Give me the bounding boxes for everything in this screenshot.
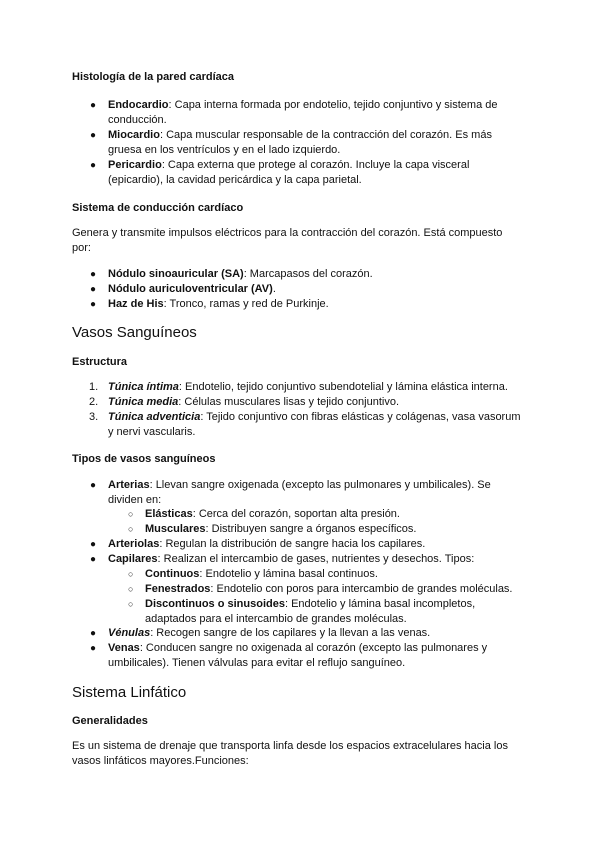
heading-generalidades: Generalidades bbox=[72, 715, 148, 727]
list-item-arteriolas: Arteriolas: Regulan la distribución de sangre hacia los capilares. bbox=[108, 538, 426, 550]
list-item-haz-his: Haz de His: Tronco, ramas y red de Purkinje. bbox=[108, 298, 329, 310]
paragraph-conduccion-intro: Genera y transmite impulsos eléctricos para la contracción del corazón. Está compuesto por: bbox=[72, 227, 503, 254]
heading-conduccion: Sistema de conducción cardíaco bbox=[72, 202, 244, 214]
list-item-tunica-adventicia: Túnica adventicia: Tejido conjuntivo con fibras elásticas y colágenas, vasa vasorum y nervi vascularis. bbox=[108, 411, 521, 438]
list-number: 3. bbox=[89, 411, 99, 423]
sub-bullet: ○ bbox=[128, 569, 134, 579]
list-item-continuos: Continuos: Endotelio y lámina basal continuos. bbox=[145, 568, 378, 580]
bullet: ● bbox=[90, 160, 97, 171]
sub-bullet: ○ bbox=[128, 584, 134, 594]
bullet: ● bbox=[90, 643, 97, 654]
list-item-miocardio: Miocardio: Capa muscular responsable de la contracción del corazón. Es más gruesa en los ventrículos y en el lado izquierdo. bbox=[108, 129, 492, 156]
list-item-nodulo-av: Nódulo auriculoventricular (AV). bbox=[108, 283, 276, 295]
list-item-arterias: Arterias: Llevan sangre oxigenada (excepto las pulmonares y umbilicales). Se dividen en: bbox=[108, 479, 491, 506]
list-number: 2. bbox=[89, 396, 99, 408]
list-item-musculares: Musculares: Distribuyen sangre a órganos específicos. bbox=[145, 523, 417, 535]
sub-bullet: ○ bbox=[128, 524, 134, 534]
bullet: ● bbox=[90, 100, 97, 111]
title-vasos-sanguineos: Vasos Sanguíneos bbox=[72, 324, 197, 341]
bullet: ● bbox=[90, 628, 97, 639]
list-number: 1. bbox=[89, 381, 99, 393]
list-item-elasticas: Elásticas: Cerca del corazón, soportan alta presión. bbox=[145, 508, 400, 520]
title-sistema-linfatico: Sistema Linfático bbox=[72, 684, 187, 701]
bullet: ● bbox=[90, 480, 97, 491]
list-item-nodulo-sa: Nódulo sinoauricular (SA): Marcapasos del corazón. bbox=[108, 268, 373, 280]
list-item-discontinuos: Discontinuos o sinusoides: Endotelio y lámina basal incompletos, adaptados para el intercambio de grandes moléculas. bbox=[145, 598, 476, 625]
list-item-pericardio: Pericardio: Capa externa que protege al corazón. Incluye la capa visceral (epicardio), la cavidad pericárdica y la capa parietal. bbox=[108, 159, 470, 186]
list-item-endocardio: Endocardio: Capa interna formada por endotelio, tejido conjuntivo y sistema de conducción. bbox=[108, 99, 498, 126]
heading-estructura: Estructura bbox=[72, 356, 128, 368]
list-item-venas: Venas: Conducen sangre no oxigenada al corazón (excepto las pulmonares y umbilicales). Tienen válvulas para evitar el reflujo sanguíneo. bbox=[108, 642, 488, 669]
list-item-fenestrados: Fenestrados: Endotelio con poros para intercambio de grandes moléculas. bbox=[145, 583, 513, 595]
bullet: ● bbox=[90, 539, 97, 550]
bullet: ● bbox=[90, 299, 97, 310]
bullet: ● bbox=[90, 284, 97, 295]
sub-bullet: ○ bbox=[128, 509, 134, 519]
list-item-venulas: Vénulas: Recogen sangre de los capilares y la llevan a las venas. bbox=[108, 627, 431, 639]
list-item-tunica-media: Túnica media: Células musculares lisas y tejido conjuntivo. bbox=[108, 396, 400, 408]
bullet: ● bbox=[90, 554, 97, 565]
bullet: ● bbox=[90, 269, 97, 280]
paragraph-linfatico-intro: Es un sistema de drenaje que transporta linfa desde los espacios extracelulares hacia los vasos linfáticos mayores.Funciones: bbox=[72, 740, 508, 767]
heading-tipos-vasos: Tipos de vasos sanguíneos bbox=[72, 453, 216, 465]
list-item-capilares: Capilares: Realizan el intercambio de gases, nutrientes y desechos. Tipos: bbox=[108, 553, 475, 565]
bullet: ● bbox=[90, 130, 97, 141]
sub-bullet: ○ bbox=[128, 599, 134, 609]
heading-histologia: Histología de la pared cardíaca bbox=[72, 71, 235, 83]
list-item-tunica-intima: Túnica íntima: Endotelio, tejido conjuntivo subendotelial y lámina elástica interna. bbox=[108, 381, 508, 393]
